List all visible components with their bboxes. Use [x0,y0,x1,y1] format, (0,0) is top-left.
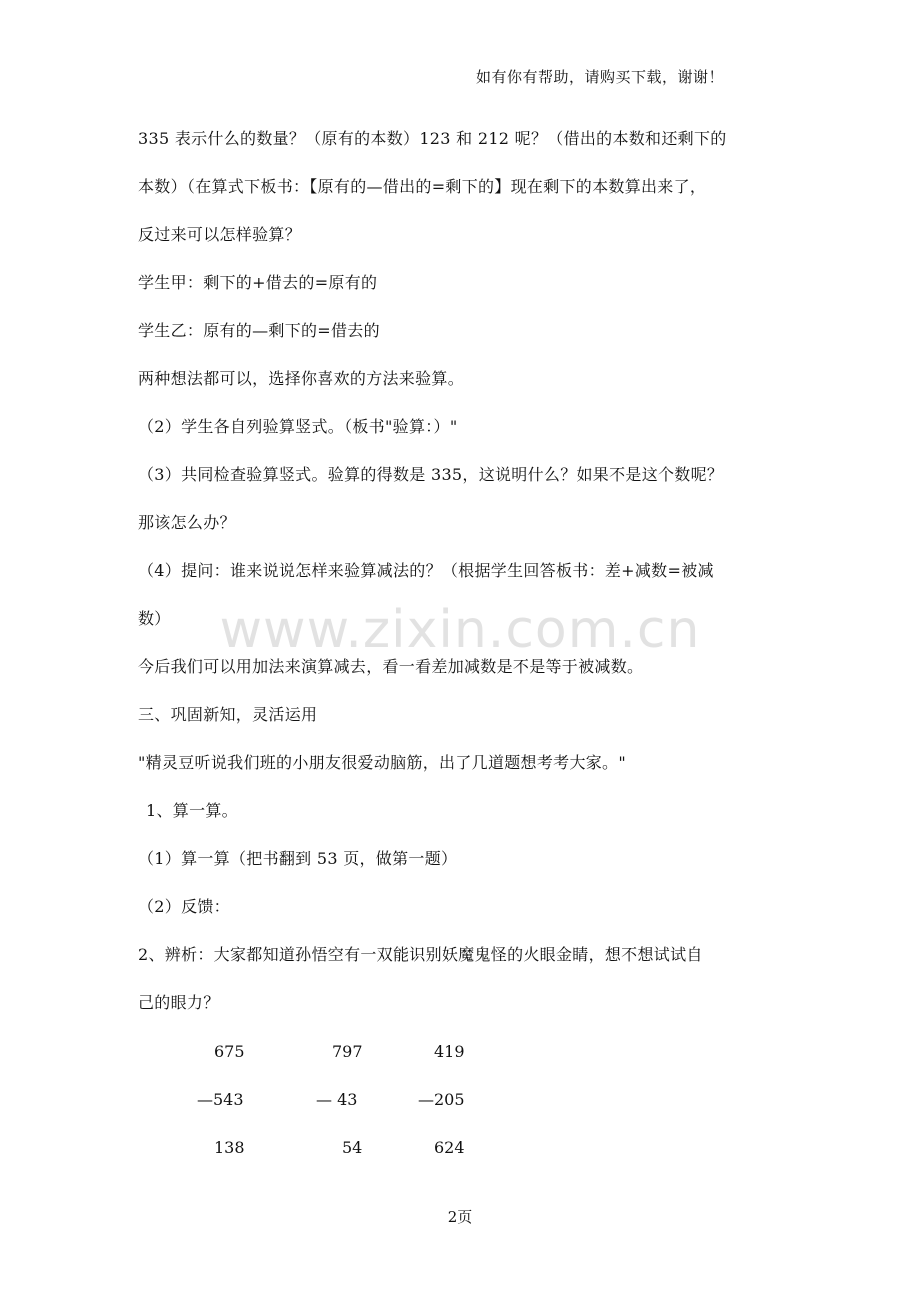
calc-3-subtrahend: —205 [418,1090,465,1109]
text-line: 反过来可以怎样验算？ [138,225,302,244]
text-line: 今后我们可以用加法来演算减去，看一看差加减数是不是等于被减数。 [138,657,644,676]
text-line: 学生乙：原有的—剩下的=借去的 [138,321,380,340]
text-line: 335 表示什么的数量？（原有的本数）123 和 212 呢？（借出的本数和还剩下的 [138,129,727,148]
text-line: 学生甲：剩下的+借去的=原有的 [138,273,378,292]
calc-1-minuend: 675 [214,1042,245,1061]
text-line: 那该怎么办？ [138,513,236,532]
calc-2-minuend: 797 [332,1042,363,1061]
text-line: 己的眼力？ [138,993,220,1012]
calc-3-minuend: 419 [434,1042,465,1061]
calc-2-difference: 54 [342,1138,363,1157]
page-number: 2页 [447,1208,473,1226]
text-line: 本数）（在算式下板书：【原有的—借出的=剩下的】现在剩下的本数算出来了， [138,177,707,196]
calc-2-subtrahend: — 43 [316,1090,358,1109]
calc-1-difference: 138 [214,1138,245,1157]
text-line: 两种想法都可以，选择你喜欢的方法来验算。 [138,369,465,388]
header-note: 如有你有帮助，请购买下载，谢谢！ [475,68,724,86]
text-line: 2、辨析：大家都知道孙悟空有一双能识别妖魔鬼怪的火眼金睛，想不想试试自 [138,945,703,964]
section-heading: 三、巩固新知，灵活运用 [138,705,318,724]
text-line: （2）反馈： [138,897,230,916]
text-line: 数） [138,609,171,628]
text-line: （4）提问：谁来说说怎样来验算减法的？（根据学生回答板书：差+减数=被减 [138,561,714,580]
text-line: （1）算一算（把书翻到 53 页，做第一题） [138,849,458,868]
calc-3-difference: 624 [434,1138,465,1157]
watermark: www.zixin.com.cn [219,600,701,660]
text-line: 1、算一算。 [146,801,238,820]
text-line: （3）共同检查验算竖式。验算的得数是 335，这说明什么？如果不是这个数呢？ [138,465,724,484]
calc-1-subtrahend: —543 [197,1090,244,1109]
text-line: （2）学生各自列验算竖式。（板书"验算：）" [138,417,458,436]
text-line: "精灵豆听说我们班的小朋友很爱动脑筋，出了几道题想考考大家。" [138,753,627,772]
